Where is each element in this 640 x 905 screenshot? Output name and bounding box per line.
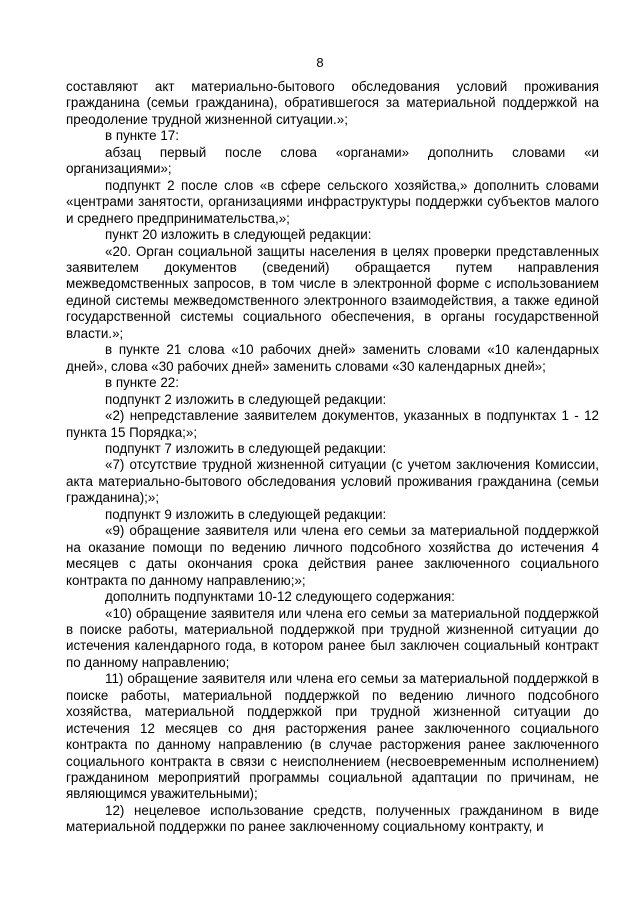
paragraph-item-22-sub2-text: «2) непредставление заявителем документов, указанных в подпунктах 1 - 12 пункта 15 Порядка;»;: [66, 408, 599, 440]
document-body: [66, 79, 599, 836]
paragraph-item-22-sub10: «10) обращение заявителя или члена его семьи за материальной поддержкой в поиске работы, материальной поддержкой при трудной жизненной ситуации до истечения календарного года, в котором ранее был заключен социальный контракт по данному направлению;: [66, 605, 599, 670]
paragraph-item-22-add-intro: дополнить подпунктами 10-12 следующего содержания:: [105, 589, 455, 605]
paragraph-item-20-text: «20. Орган социальной защиты населения в целях проверки представленных заявителем документов (сведений) обращается путем направления межведомственных запросов, в том числе в электронной форме с использованием единой системы межведомственного электронного взаимодействия, а также единой государственной системы социального обеспечения, в органы государственной власти.»;: [66, 243, 599, 341]
paragraph-item-22: в пункте 22:: [105, 375, 179, 391]
paragraph-item-20-intro: пункт 20 изложить в следующей редакции:: [105, 227, 372, 243]
paragraph-continuation: составляют акт материально-бытового обследования условий проживания гражданина (семьи гражданина), обратившегося за материальной поддержкой на преодоление трудной жизненной ситуации.»;: [66, 79, 599, 127]
paragraph-item-22-sub2-intro: подпункт 2 изложить в следующей редакции:: [105, 391, 387, 407]
paragraph-item-21: в пункте 21 слова «10 рабочих дней» заменить словами «10 календарных дней», слова «30 рабочих дней» заменить словами «30 календарных дней»;: [66, 342, 599, 374]
page-number: 8: [316, 55, 324, 70]
paragraph-item-22-sub11: 11) обращение заявителя или члена его семьи за материальной поддержкой в поиске работы, материальной поддержкой по ведению личного подсобного хозяйства, материальной поддержкой при трудной жизненной ситуации до истечения 12 месяцев со дня расторжения ранее заключенного социального контракта по данному направлению (в случае расторжения ранее заключенного социального контракта в связи с неисполнением (несвоевременным исполнением) гражданином мероприятий программы социальной адаптации по причинам, не являющимся уважительными);: [66, 671, 599, 802]
paragraph-item-22-sub7-text: «7) отсутствие трудной жизненной ситуации (с учетом заключения Комиссии, акта материально-бытового обследования условий проживания гражданина (семьи гражданина);»;: [66, 457, 599, 506]
paragraph-item-22-sub7-intro: подпункт 7 изложить в следующей редакции:: [105, 440, 387, 456]
paragraph-item-17-sub2: подпункт 2 после слов «в сфере сельского хозяйства,» дополнить словами «центрами занятости, организациями инфраструктуры поддержки субъектов малого и среднего предпринимательства,»;: [66, 177, 599, 226]
paragraph-item-22-sub12: 12) нецелевое использование средств, полученных гражданином в виде материальной поддержки по ранее заключенному социальному контракту, и: [66, 802, 599, 835]
paragraph-item-17: в пункте 17:: [105, 128, 179, 144]
paragraph-item-22-sub9-text: «9) обращение заявителя или члена его семьи за материальной поддержкой на оказание помощи по ведению личного подсобного хозяйства до истечения 4 месяцев с даты окончания срока действия ранее заключенного социального контракта по данному направлению;»;: [66, 523, 599, 588]
paragraph-item-17-abzac: абзац первый после слова «органами» дополнить словами «и организациями»;: [66, 144, 599, 177]
paragraph-item-22-sub9-intro: подпункт 9 изложить в следующей редакции:: [105, 506, 387, 522]
